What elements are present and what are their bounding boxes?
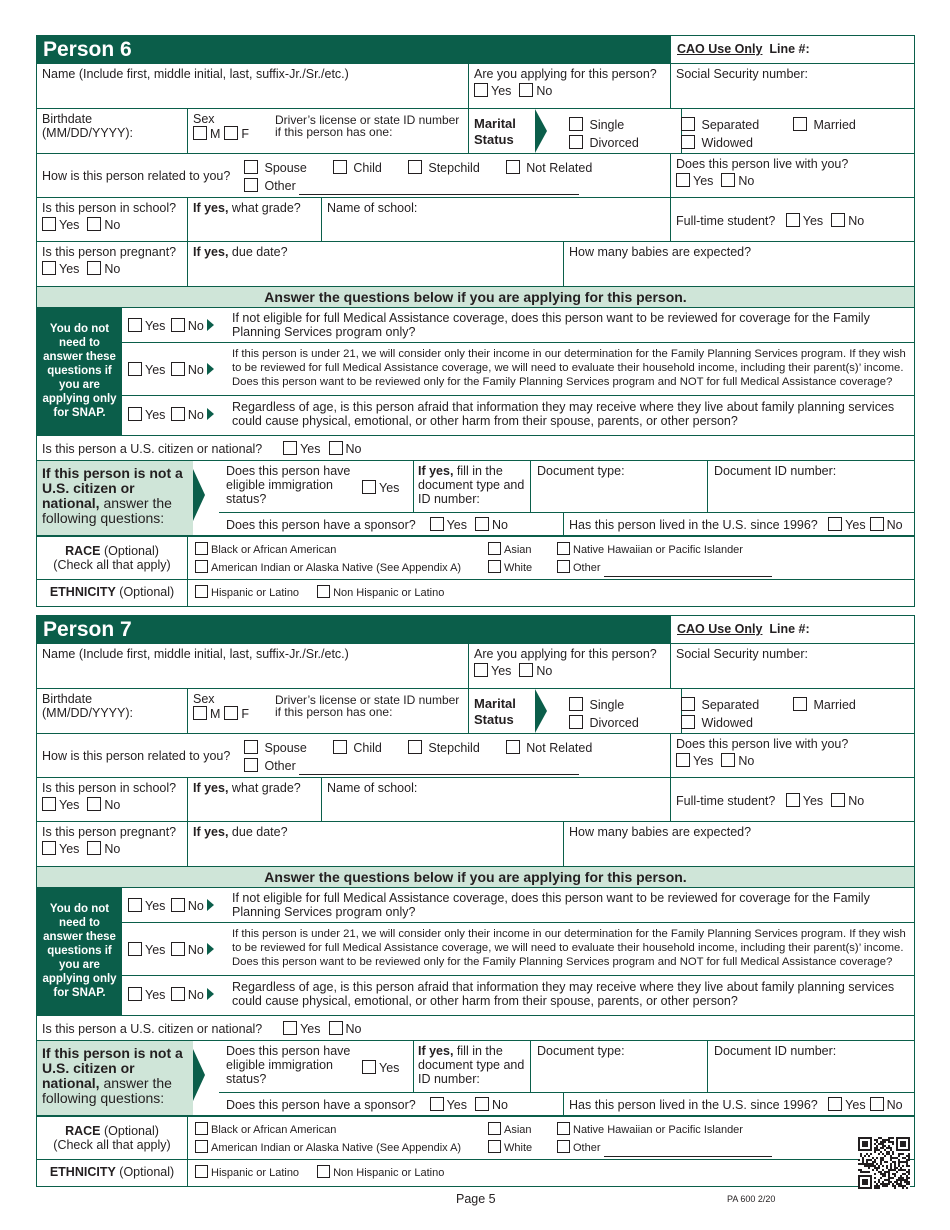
school-name-field[interactable]: Name of school: <box>322 778 671 821</box>
applying-yes-checkbox[interactable]: Yes <box>474 83 511 98</box>
cao-use-only: CAO Use Only Line #: <box>671 616 914 643</box>
cao-use-only: CAO Use Only Line #: <box>671 36 914 63</box>
doc-id-field[interactable]: Document ID number: <box>708 1041 914 1093</box>
sponsor-field: Does this person have a sponsor? Yes No <box>219 1093 564 1115</box>
in-school-field: Is this person in school? Yes No <box>37 778 188 821</box>
asian-checkbox[interactable]: Asian <box>488 541 532 559</box>
citizen-row: Is this person a U.S. citizen or national? Yes No <box>37 436 914 461</box>
name-row <box>37 644 914 689</box>
fulltime-no-checkbox[interactable]: No <box>831 793 864 808</box>
snap-note: You do not need to answer these questions if you are applying only for SNAP. <box>37 888 122 1015</box>
pregnant-field: Is this person pregnant? Yes No <box>37 242 188 286</box>
fp-question-1: Yes No If not eligible for full Medical Assistance coverage, does this person want to be reviewed for coverage for the Family Planning Services program only? <box>122 888 914 923</box>
person-6-section <box>36 35 915 607</box>
family-planning-block <box>37 888 914 1016</box>
hawaiian-checkbox[interactable]: Native Hawaiian or Pacific Islander <box>557 541 772 559</box>
child-checkbox[interactable]: Child <box>333 739 382 757</box>
not-citizen-note: If this person is not a U.S. citizen or national, answer the following questions: <box>37 461 193 535</box>
fp-question-2: Yes No If this person is under 21, we will consider only their income in our determination for the Family Planning Services program. If they wish to be reviewed for full Medical Assistance coverage, we will need to evaluate their household income, including their parent(s)’ income. Does this person want to be reviewed only for the Family Planning Services program and NOT for full Medical Assistance coverage? <box>122 923 914 976</box>
black-checkbox[interactable]: Black or African American <box>195 541 461 559</box>
applying-yes-checkbox[interactable]: Yes <box>474 663 511 678</box>
person-title: Person 6 <box>37 36 671 63</box>
since-1996-yes-checkbox[interactable]: Yes <box>828 1097 865 1112</box>
not-citizen-block <box>37 461 914 537</box>
fp2-no-checkbox[interactable]: No <box>171 362 204 377</box>
non-hispanic-checkbox[interactable]: Non Hispanic or Latino <box>317 1165 444 1180</box>
doc-type-field[interactable]: Document type: <box>531 461 708 513</box>
ethnicity-options <box>188 1160 914 1186</box>
immigration-field: Does this person have eligible immigration status? Yes <box>219 461 414 513</box>
birthdate-field[interactable]: Birthdate (MM/DD/YYYY): <box>37 109 188 153</box>
fp2-no-checkbox[interactable]: No <box>171 942 204 957</box>
applying-field: Are you applying for this person? Yes No <box>469 64 671 108</box>
separated-checkbox[interactable]: Separated <box>681 696 759 714</box>
person-title-row <box>37 36 914 64</box>
race-options <box>188 1117 914 1159</box>
doc-id-field[interactable]: Document ID number: <box>708 461 914 513</box>
other-checkbox[interactable]: Other <box>244 757 600 775</box>
race-options <box>188 537 914 579</box>
grade-field[interactable]: If yes, what grade? <box>188 778 322 821</box>
not-citizen-block <box>37 1041 914 1117</box>
stepchild-checkbox[interactable]: Stepchild <box>408 739 480 757</box>
since-1996-no-checkbox[interactable]: No <box>870 1097 903 1112</box>
married-checkbox[interactable]: Married <box>793 116 856 134</box>
not-related-checkbox[interactable]: Not Related <box>506 159 593 177</box>
citizen-no-checkbox[interactable]: No <box>329 1021 362 1036</box>
fp1-no-checkbox[interactable]: No <box>171 898 204 913</box>
widowed-checkbox[interactable]: Widowed <box>681 714 759 732</box>
in-school-yes-checkbox[interactable]: Yes <box>42 797 79 812</box>
ethnicity-row <box>37 580 914 606</box>
marital-field: Marital Status Single Divorced Separated Widowed Married <box>469 109 914 153</box>
race-label: RACE (Optional) (Check all that apply) <box>37 1117 188 1159</box>
race-other-checkbox[interactable]: Other <box>557 1139 772 1157</box>
answer-below-bar: Answer the questions below if you are applying for this person. <box>37 867 914 888</box>
due-date-field[interactable]: If yes, due date? <box>188 242 564 286</box>
hispanic-checkbox[interactable]: Hispanic or Latino <box>195 585 299 600</box>
pregnant-no-checkbox[interactable]: No <box>87 261 120 276</box>
fp-question-3: Yes No Regardless of age, is this person afraid that information they may receive where they live about family planning services could cause physical, emotional, or other harm from their spouse, parents, or other person? <box>122 396 914 435</box>
immigration-yes-checkbox[interactable]: Yes <box>362 480 399 495</box>
related-field: How is this person related to you? Spouse Child Stepchild Not Related Other <box>37 154 671 197</box>
sponsor-no-checkbox[interactable]: No <box>475 1097 508 1112</box>
birthdate-field[interactable]: Birthdate (MM/DD/YYYY): <box>37 689 188 733</box>
amind-checkbox[interactable]: American Indian or Alaska Native (See Appendix A) <box>195 1139 461 1157</box>
sex-m-checkbox[interactable]: M <box>193 706 220 721</box>
pregnant-row <box>37 242 914 287</box>
related-field: How is this person related to you? Spouse Child Stepchild Not Related Other <box>37 734 671 777</box>
pregnant-no-checkbox[interactable]: No <box>87 841 120 856</box>
person-7-section <box>36 615 915 1187</box>
applying-no-checkbox[interactable]: No <box>519 663 552 678</box>
not-citizen-note: If this person is not a U.S. citizen or national, answer the following questions: <box>37 1041 193 1115</box>
birthdate-row <box>37 109 914 154</box>
fp1-yes-checkbox[interactable]: Yes <box>128 898 165 913</box>
fp-question-3: Yes No Regardless of age, is this person afraid that information they may receive where they live about family planning services could cause physical, emotional, or other harm from their spouse, parents, or other person? <box>122 976 914 1015</box>
family-planning-block <box>37 308 914 436</box>
immigration-yes-checkbox[interactable]: Yes <box>362 1060 399 1075</box>
sponsor-no-checkbox[interactable]: No <box>475 517 508 532</box>
sex-m-checkbox[interactable]: M <box>193 126 220 141</box>
sex-f-checkbox[interactable]: F <box>224 706 249 721</box>
ethnicity-label: ETHNICITY (Optional) <box>37 580 188 606</box>
sex-field: Sex M F <box>193 692 250 721</box>
live-with-no-checkbox[interactable]: No <box>721 173 754 188</box>
fulltime-yes-checkbox[interactable]: Yes <box>786 793 823 808</box>
name-field[interactable]: Name (Include first, middle initial, last, suffix-Jr./Sr./etc.) <box>37 644 469 688</box>
snap-note: You do not need to answer these questions if you are applying only for SNAP. <box>37 308 122 435</box>
school-row <box>37 778 914 822</box>
race-other-checkbox[interactable]: Other <box>557 559 772 577</box>
pregnant-row <box>37 822 914 867</box>
related-row <box>37 734 914 778</box>
license-field[interactable]: Driver’s license or state ID number if this person has one: <box>270 689 469 733</box>
birthdate-row <box>37 689 914 734</box>
sponsor-field: Does this person have a sponsor? Yes No <box>219 513 564 535</box>
pregnant-yes-checkbox[interactable]: Yes <box>42 261 79 276</box>
school-name-field[interactable]: Name of school: <box>322 198 671 241</box>
doc-type-field[interactable]: Document type: <box>531 1041 708 1093</box>
person-title-row <box>37 616 914 644</box>
ssn-field[interactable]: Social Security number: <box>676 67 809 81</box>
license-field[interactable]: Driver’s license or state ID number if this person has one: <box>270 109 469 153</box>
fp-question-2: Yes No If this person is under 21, we will consider only their income in our determination for the Family Planning Services program. If they wish to be reviewed for full Medical Assistance coverage, we will need to evaluate their household income, including their parent(s)’ income. Does this person want to be reviewed only for the Family Planning Services program and NOT for full Medical Assistance coverage? <box>122 343 914 396</box>
sponsor-yes-checkbox[interactable]: Yes <box>430 1097 467 1112</box>
race-row <box>37 1117 914 1160</box>
ethnicity-label: ETHNICITY (Optional) <box>37 1160 188 1186</box>
babies-field[interactable]: How many babies are expected? <box>569 825 752 839</box>
form-number: PA 600 2/20 <box>727 1194 776 1204</box>
spouse-checkbox[interactable]: Spouse <box>244 739 307 757</box>
fp3-no-checkbox[interactable]: No <box>171 987 204 1002</box>
fulltime-field: Full-time student? Yes No <box>676 214 865 228</box>
marital-field: Marital Status Single Divorced Separated Widowed Married <box>469 689 914 733</box>
white-checkbox[interactable]: White <box>488 1139 532 1157</box>
citizen-no-checkbox[interactable]: No <box>329 441 362 456</box>
fulltime-no-checkbox[interactable]: No <box>831 213 864 228</box>
in-school-field: Is this person in school? Yes No <box>37 198 188 241</box>
immigration-field: Does this person have eligible immigration status? Yes <box>219 1041 414 1093</box>
race-row <box>37 537 914 580</box>
in-school-yes-checkbox[interactable]: Yes <box>42 217 79 232</box>
non-hispanic-checkbox[interactable]: Non Hispanic or Latino <box>317 585 444 600</box>
amind-checkbox[interactable]: American Indian or Alaska Native (See Appendix A) <box>195 559 461 577</box>
since-1996-yes-checkbox[interactable]: Yes <box>828 517 865 532</box>
live-with-no-checkbox[interactable]: No <box>721 753 754 768</box>
not-related-checkbox[interactable]: Not Related <box>506 739 593 757</box>
widowed-checkbox[interactable]: Widowed <box>681 134 759 152</box>
name-row <box>37 64 914 109</box>
pregnant-yes-checkbox[interactable]: Yes <box>42 841 79 856</box>
hispanic-checkbox[interactable]: Hispanic or Latino <box>195 1165 299 1180</box>
babies-field[interactable]: How many babies are expected? <box>569 245 752 259</box>
fill-in-note: If yes, fill in the document type and ID number: <box>414 1041 531 1093</box>
race-label: RACE (Optional) (Check all that apply) <box>37 537 188 579</box>
divorced-checkbox[interactable]: Divorced <box>569 714 639 732</box>
ssn-field[interactable]: Social Security number: <box>676 647 809 661</box>
live-with-field: Does this person live with you? Yes No <box>676 737 849 768</box>
person-title: Person 7 <box>37 616 671 643</box>
live-with-field: Does this person live with you? Yes No <box>676 157 849 188</box>
fp-question-1: Yes No If not eligible for full Medical Assistance coverage, does this person want to be reviewed for coverage for the Family Planning Services program only? <box>122 308 914 343</box>
since-1996-field: Has this person lived in the U.S. since 1996? Yes No <box>569 518 903 532</box>
hawaiian-checkbox[interactable]: Native Hawaiian or Pacific Islander <box>557 1121 772 1139</box>
black-checkbox[interactable]: Black or African American <box>195 1121 461 1139</box>
single-checkbox[interactable]: Single <box>569 696 639 714</box>
grade-field[interactable]: If yes, what grade? <box>188 198 322 241</box>
child-checkbox[interactable]: Child <box>333 159 382 177</box>
answer-below-bar: Answer the questions below if you are applying for this person. <box>37 287 914 308</box>
citizen-row: Is this person a U.S. citizen or national? Yes No <box>37 1016 914 1041</box>
applying-no-checkbox[interactable]: No <box>519 83 552 98</box>
pregnant-field: Is this person pregnant? Yes No <box>37 822 188 866</box>
single-checkbox[interactable]: Single <box>569 116 639 134</box>
fp2-yes-checkbox[interactable]: Yes <box>128 942 165 957</box>
live-with-yes-checkbox[interactable]: Yes <box>676 753 713 768</box>
married-checkbox[interactable]: Married <box>793 696 856 714</box>
due-date-field[interactable]: If yes, due date? <box>188 822 564 866</box>
fulltime-yes-checkbox[interactable]: Yes <box>786 213 823 228</box>
in-school-no-checkbox[interactable]: No <box>87 797 120 812</box>
since-1996-no-checkbox[interactable]: No <box>870 517 903 532</box>
asian-checkbox[interactable]: Asian <box>488 1121 532 1139</box>
fp1-no-checkbox[interactable]: No <box>171 318 204 333</box>
ethnicity-row <box>37 1160 914 1186</box>
stepchild-checkbox[interactable]: Stepchild <box>408 159 480 177</box>
live-with-yes-checkbox[interactable]: Yes <box>676 173 713 188</box>
fp3-yes-checkbox[interactable]: Yes <box>128 407 165 422</box>
fp1-yes-checkbox[interactable]: Yes <box>128 318 165 333</box>
since-1996-field: Has this person lived in the U.S. since 1996? Yes No <box>569 1098 903 1112</box>
fp3-yes-checkbox[interactable]: Yes <box>128 987 165 1002</box>
spouse-checkbox[interactable]: Spouse <box>244 159 307 177</box>
page-number: Page 5 <box>456 1192 496 1206</box>
white-checkbox[interactable]: White <box>488 559 532 577</box>
fulltime-field: Full-time student? Yes No <box>676 794 865 808</box>
citizen-yes-checkbox[interactable]: Yes <box>283 1021 320 1036</box>
fp3-no-checkbox[interactable]: No <box>171 407 204 422</box>
fp2-yes-checkbox[interactable]: Yes <box>128 362 165 377</box>
citizen-yes-checkbox[interactable]: Yes <box>283 441 320 456</box>
sex-f-checkbox[interactable]: F <box>224 126 249 141</box>
other-checkbox[interactable]: Other <box>244 177 600 195</box>
school-row <box>37 198 914 242</box>
name-field[interactable]: Name (Include first, middle initial, last, suffix-Jr./Sr./etc.) <box>37 64 469 108</box>
qr-code-icon <box>858 1137 910 1189</box>
in-school-no-checkbox[interactable]: No <box>87 217 120 232</box>
related-row <box>37 154 914 198</box>
applying-field: Are you applying for this person? Yes No <box>469 644 671 688</box>
ethnicity-options <box>188 580 914 606</box>
sponsor-yes-checkbox[interactable]: Yes <box>430 517 467 532</box>
divorced-checkbox[interactable]: Divorced <box>569 134 639 152</box>
separated-checkbox[interactable]: Separated <box>681 116 759 134</box>
fill-in-note: If yes, fill in the document type and ID number: <box>414 461 531 513</box>
sex-field: Sex M F <box>193 112 250 141</box>
